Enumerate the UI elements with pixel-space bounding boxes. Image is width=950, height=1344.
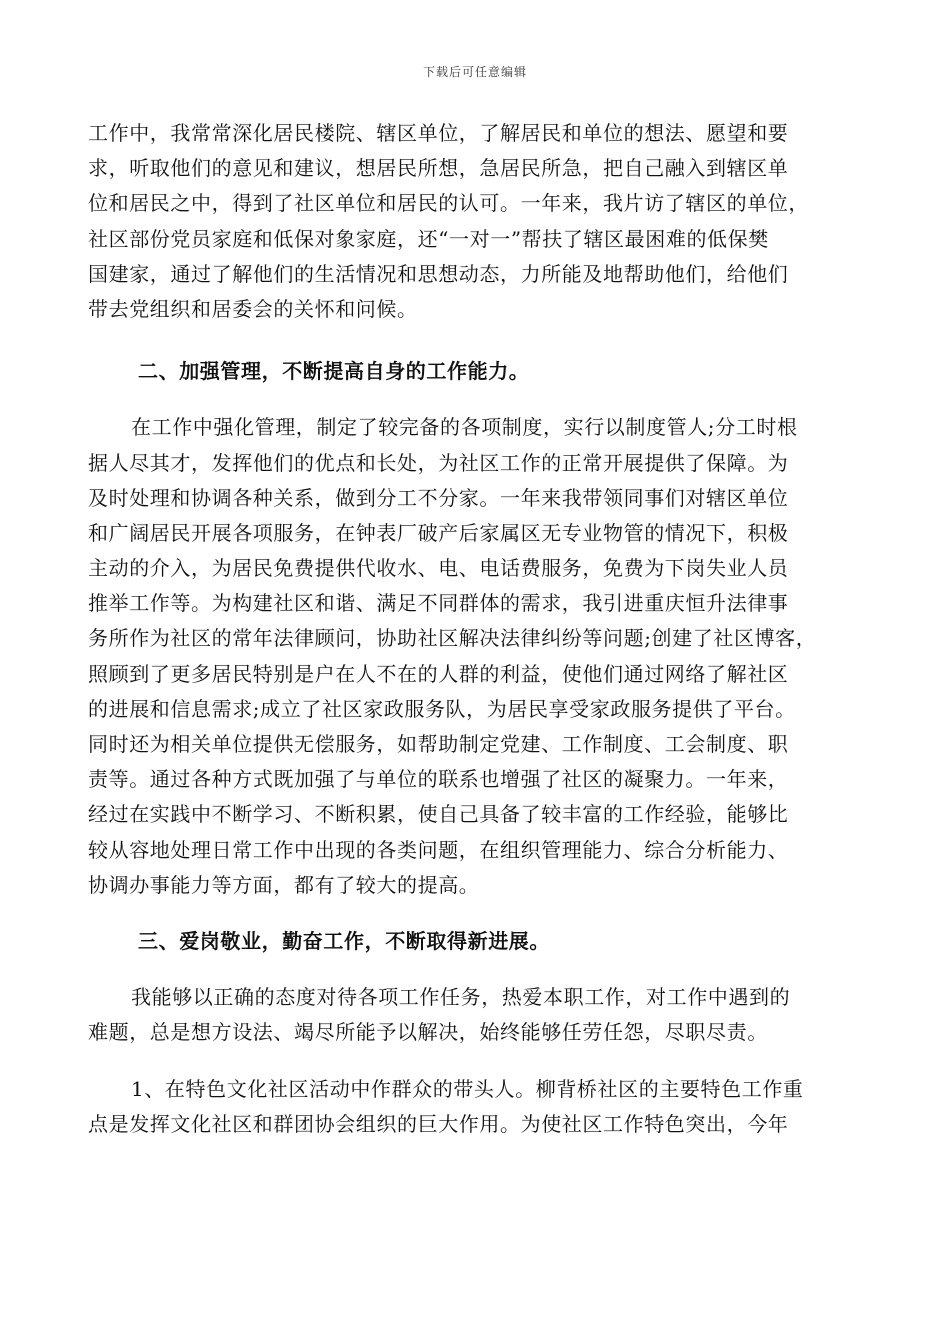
paragraph-community-visits (88, 116, 868, 327)
text-line: 国建家，通过了解他们的生活情况和思想动态，力所能及地帮助他们，给他们 (88, 261, 789, 286)
paragraph-dedication (88, 980, 868, 1050)
text-line: 经过在实践中不断学习、不断积累，使自己具备了较丰富的工作经验，能够比 (88, 802, 789, 827)
text-line: 难题，总是想方设法、竭尽所能予以解决，始终能够任劳任怨，尽职尽责。 (88, 1020, 768, 1045)
text-line: 同时还为相关单位提供无偿服务，如帮助制定党建、工作制度、工会制度、职 (88, 732, 789, 756)
section-heading-dedication: 三、爱岗敬业，勤奋工作，不断取得新进展。 (138, 928, 550, 953)
text-line: 位和居民之中，得到了社区单位和居民的认可。一年来，我片访了辖区的单位， (88, 191, 809, 216)
page-header-note: 下载后可任意编辑 (422, 65, 527, 79)
text-line: 我能够以正确的态度对待各项工作任务，热爱本职工作，对工作中遇到的 (131, 985, 791, 1010)
section-heading-management: 二、加强管理，不断提高自身的工作能力。 (138, 359, 530, 384)
text-line: 责等。通过各种方式既加强了与单位的联系也增强了社区的凝聚力。一年来， (88, 767, 789, 792)
text-line: 社区部份党员家庭和低保对象家庭，还“一对一”帮扶了辖区最困难的低保樊 (88, 226, 769, 251)
spacer (88, 959, 868, 980)
paragraph-management (88, 410, 868, 903)
text-line: 务所作为社区的常年法律顾问，协助社区解决法律纠纷等问题;创建了社区博客， (88, 626, 817, 651)
spacer (88, 1051, 868, 1072)
spacer (88, 903, 868, 924)
text-line: 和广阔居民开展各项服务，在钟表厂破产后家属区无专业物管的情况下，积极 (88, 520, 789, 545)
text-line: 点是发挥文化社区和群团协会组织的巨大作用。为使社区工作特色突出，今年 (88, 1111, 789, 1136)
text-line: 照顾到了更多居民特别是户在人不在的人群的利益，使他们通过网络了解社区 (88, 661, 789, 686)
text-line: 推举工作等。为构建社区和谐、满足不同群体的需求，我引进重庆恒升法律事 (88, 591, 789, 616)
text-line: 在工作中强化管理，制定了较完备的各项制度，实行以制度管人;分工时根 (131, 415, 798, 440)
paragraph-cultural-community (88, 1072, 868, 1142)
text-line: 主动的介入，为居民免费提供代收水、电、电话费服务，免费为下岗失业人员 (88, 556, 789, 581)
text-line: 据人尽其才，发挥他们的优点和长处，为社区工作的正常开展提供了保障。为 (88, 450, 789, 475)
spacer (88, 327, 868, 354)
text-line: 带去党组织和居委会的关怀和问候。 (88, 296, 418, 321)
text-line: 的进展和信息需求;成立了社区家政服务队，为居民享受家政服务提供了平台。 (88, 696, 796, 721)
text-line: 1、在特色文化社区活动中作群众的带头人。柳背桥社区的主要特色工作重 (131, 1076, 804, 1101)
text-line: 协调办事能力等方面，都有了较大的提高。 (88, 872, 480, 897)
spacer (88, 389, 868, 410)
document-body (88, 116, 868, 1142)
text-line: 工作中，我常常深化居民楼院、辖区单位，了解居民和单位的想法、愿望和要 (88, 121, 789, 145)
text-line: 求，听取他们的意见和建议，想居民所想，急居民所急，把自己融入到辖区单 (88, 156, 789, 181)
text-line: 及时处理和协调各种关系，做到分工不分家。一年来我带领同事们对辖区单位 (88, 485, 789, 510)
text-line: 较从容地处理日常工作中出现的各类问题，在组织管理能力、综合分析能力、 (88, 837, 789, 862)
